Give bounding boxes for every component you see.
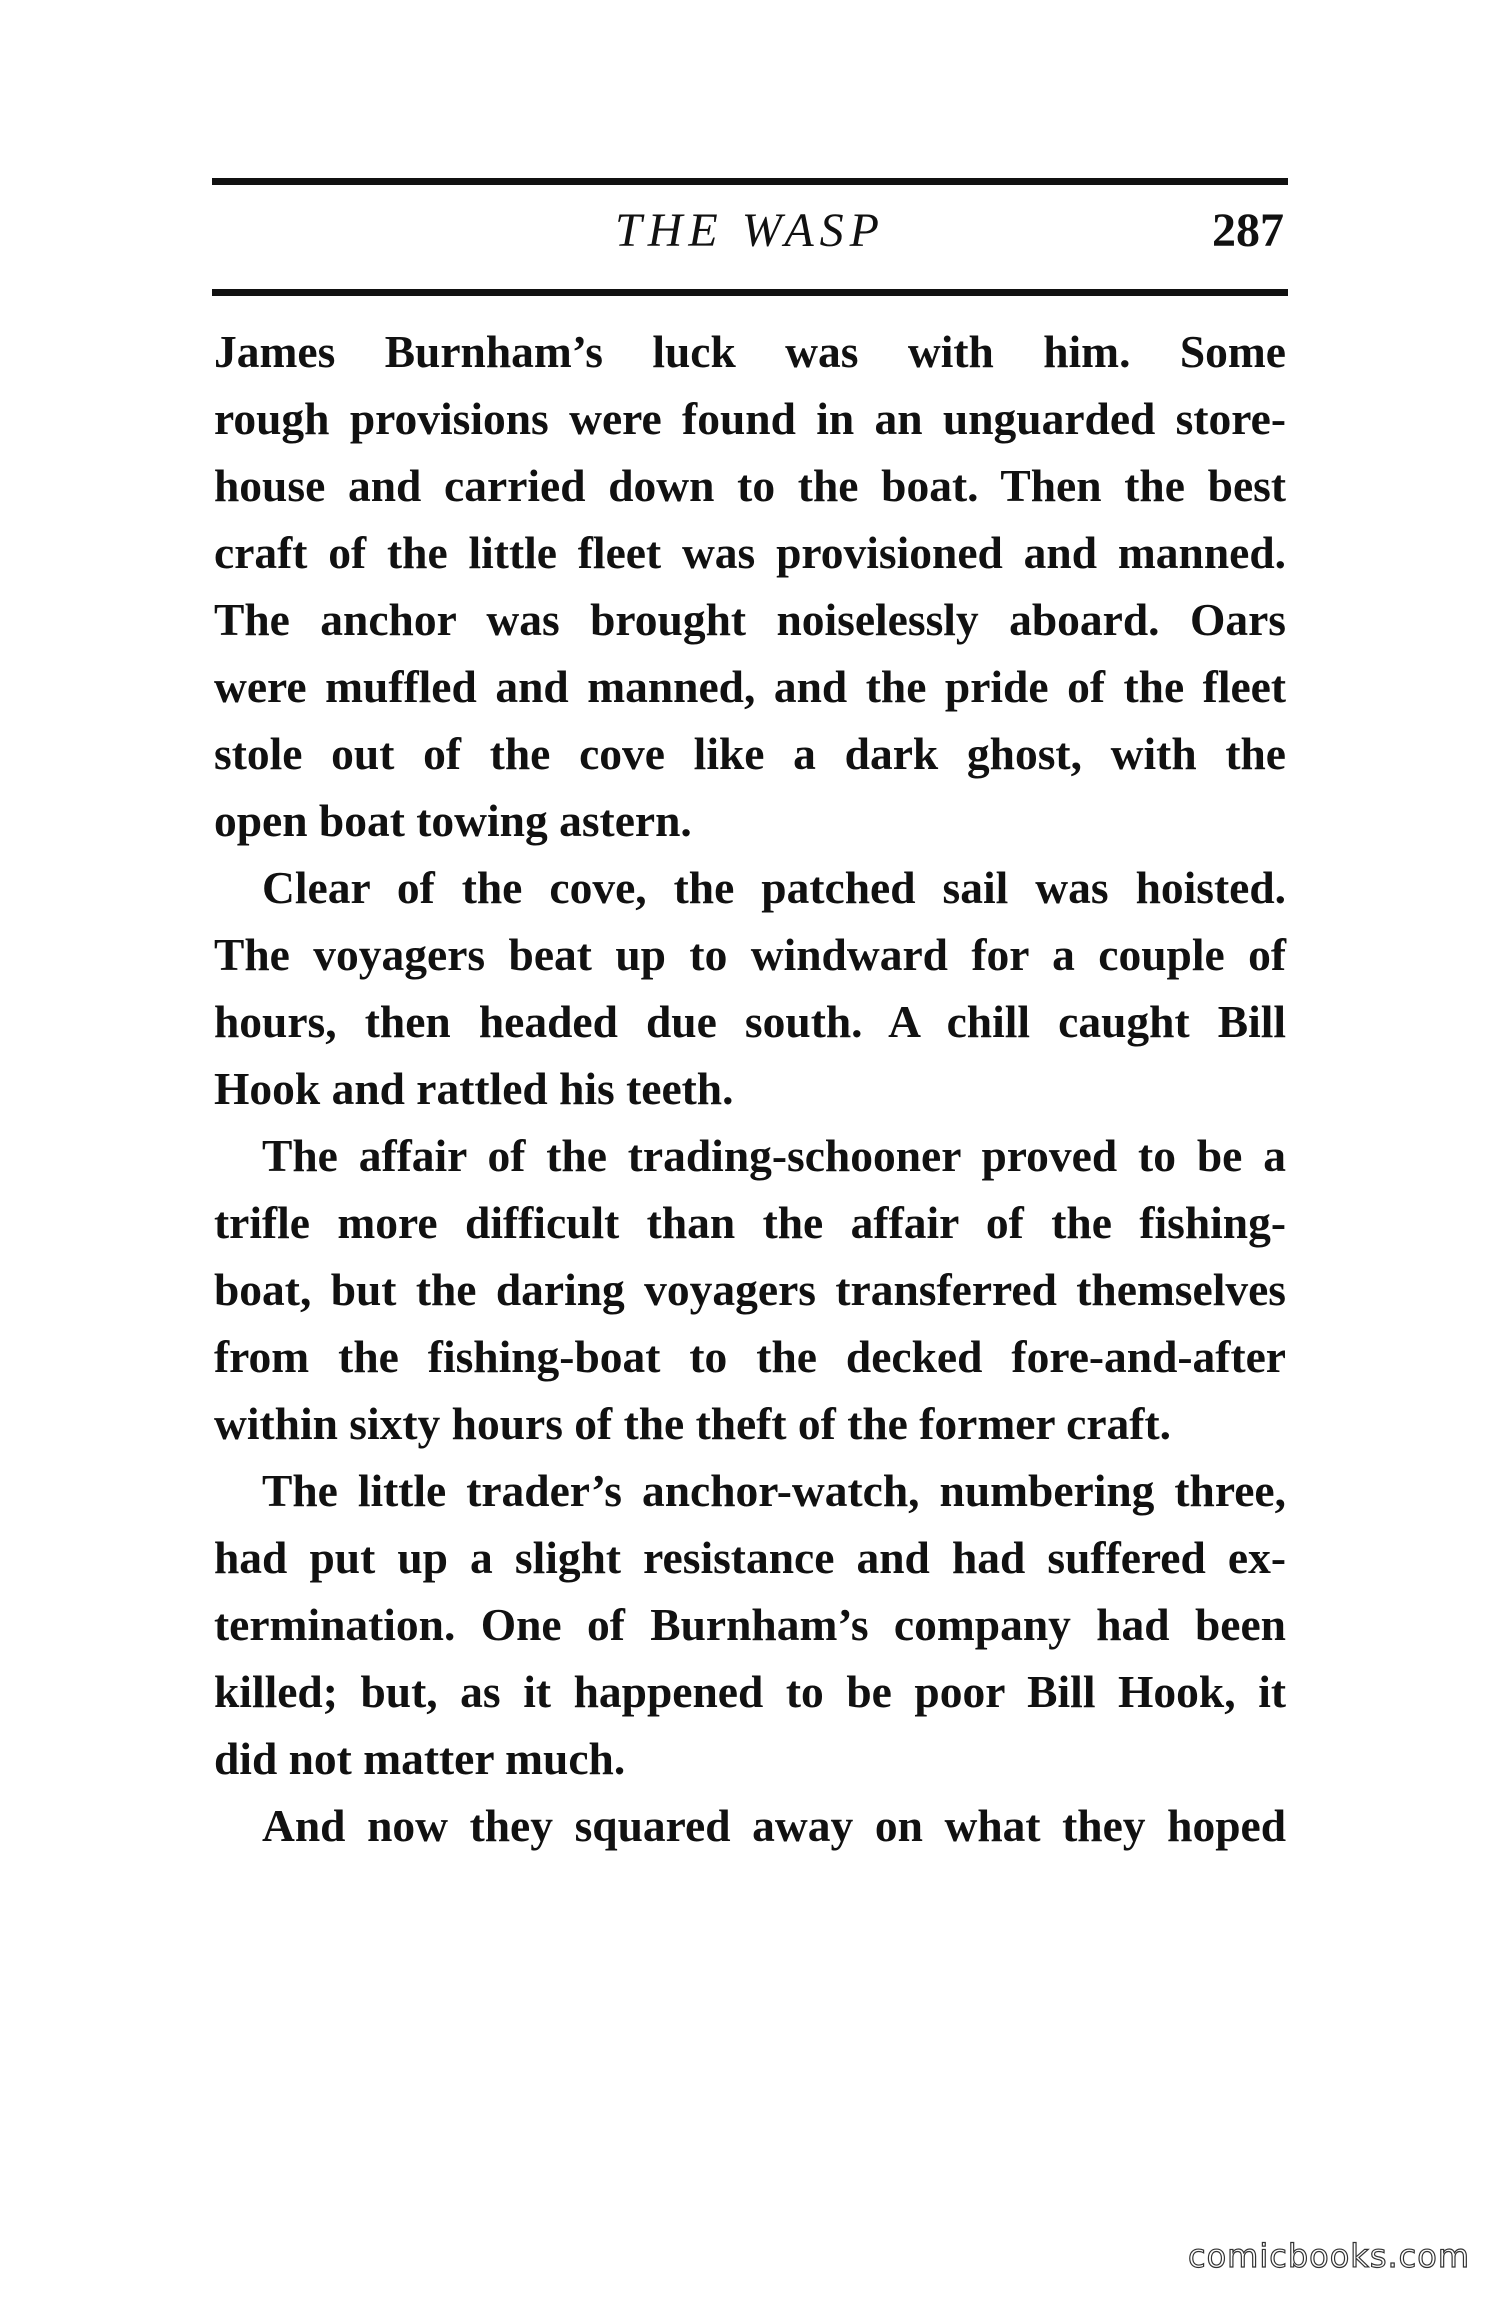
text-line: had put up a slight resistance and had suffered ex- xyxy=(214,1532,1286,1583)
text-line: did not matter much. xyxy=(214,1733,626,1784)
text-line: The anchor was brought noiselessly aboard. Oars xyxy=(214,594,1286,645)
text-line: hours, then headed due south. A chill caught Bill xyxy=(214,996,1286,1047)
text-line: The little trader’s anchor-watch, numbering three, xyxy=(262,1465,1286,1516)
text-line: termination. One of Burnham’s company had been xyxy=(214,1599,1286,1650)
text-line: Hook and rattled his teeth. xyxy=(214,1063,734,1114)
text-line: were muffled and manned, and the pride of the fleet xyxy=(214,661,1286,712)
running-header xyxy=(212,195,1288,275)
text-line: James Burnham’s luck was with him. Some xyxy=(214,326,1286,377)
text-line: craft of the little fleet was provisioned and manned. xyxy=(214,527,1286,578)
text-line: boat, but the daring voyagers transferred themselves xyxy=(214,1264,1286,1315)
text-line: within sixty hours of the theft of the former craft. xyxy=(214,1398,1171,1449)
running-title: THE WASP xyxy=(615,204,885,257)
text-line: killed; but, as it happened to be poor Bill Hook, it xyxy=(214,1666,1286,1717)
text-line: from the fishing-boat to the decked fore-and-after xyxy=(214,1331,1286,1382)
text-line: open boat towing astern. xyxy=(214,795,692,846)
text-line: The affair of the trading-schooner proved to be a xyxy=(262,1130,1286,1181)
body-text xyxy=(214,318,1286,1859)
text-line: The voyagers beat up to windward for a couple of xyxy=(214,929,1286,980)
text-line: And now they squared away on what they hoped xyxy=(262,1800,1286,1851)
header-top-rule xyxy=(212,178,1288,185)
text-line: Clear of the cove, the patched sail was hoisted. xyxy=(262,862,1286,913)
page-number: 287 xyxy=(1212,204,1284,257)
text-line: rough provisions were found in an unguarded store- xyxy=(214,393,1286,444)
header-bottom-rule xyxy=(212,289,1288,296)
watermark: comicbooks.com xyxy=(1187,2237,1470,2275)
text-line: house and carried down to the boat. Then the best xyxy=(214,460,1286,511)
text-line: trifle more difficult than the affair of the fishing- xyxy=(214,1197,1286,1248)
text-line: stole out of the cove like a dark ghost, with the xyxy=(214,728,1286,779)
